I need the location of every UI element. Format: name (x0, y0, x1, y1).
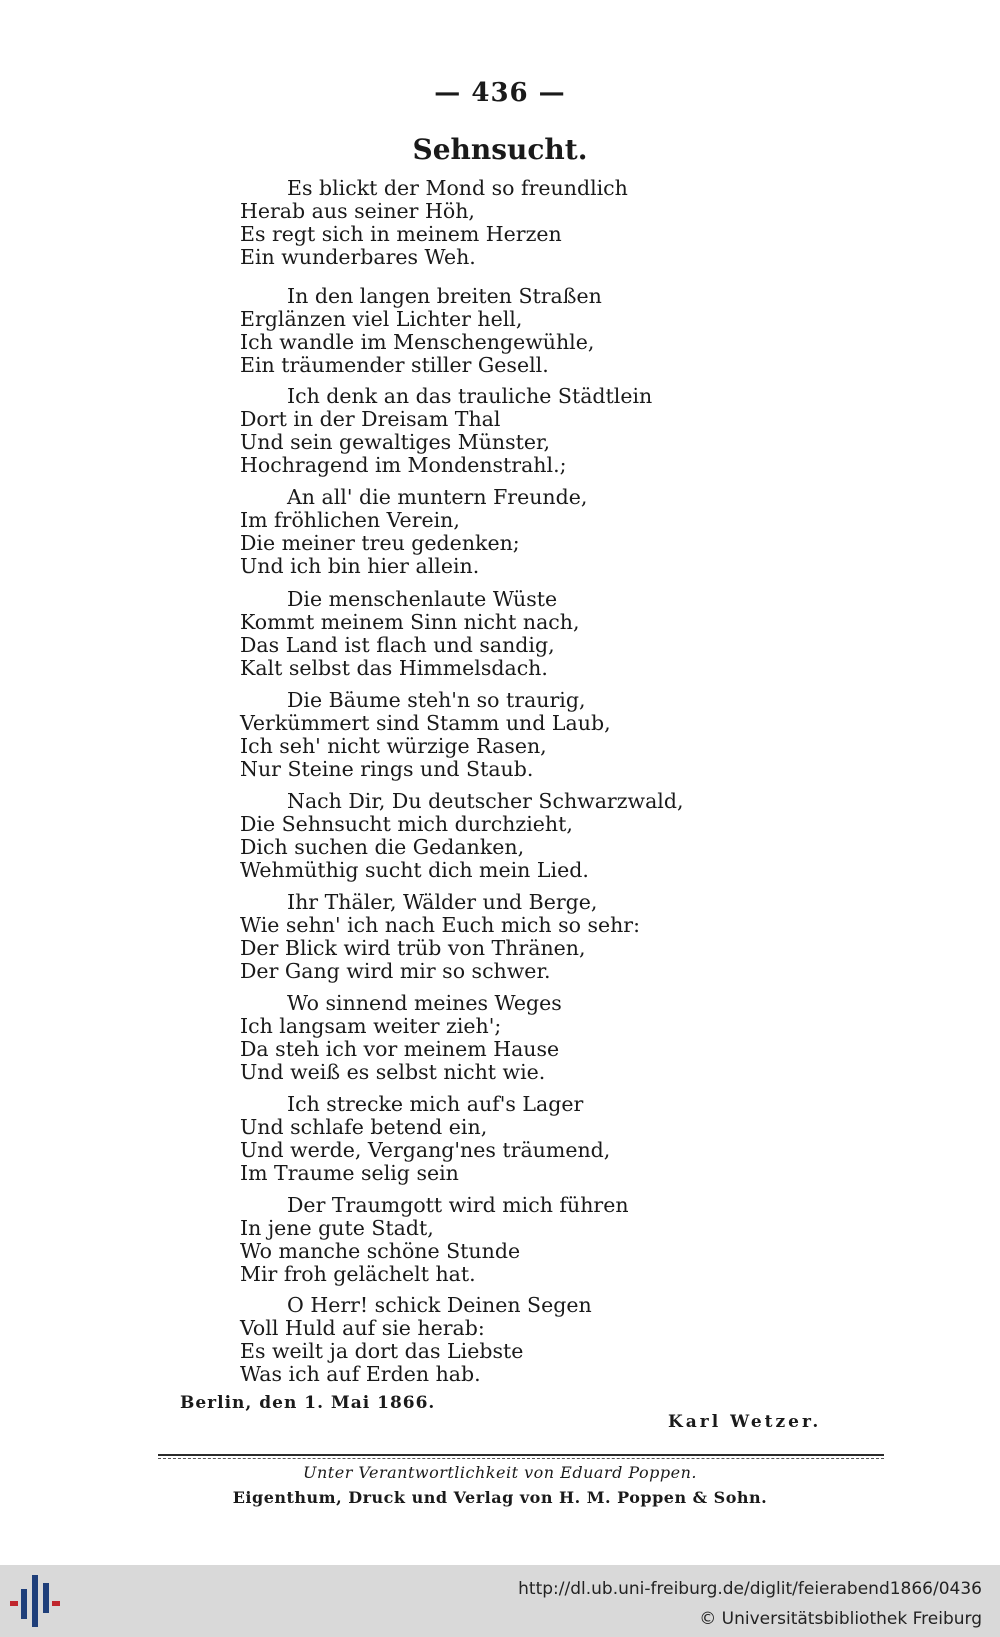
ub-freiburg-logo-icon[interactable] (8, 1573, 62, 1629)
poem-line: Erglänzen viel Lichter hell, (240, 307, 523, 331)
poem-line: Und schlafe betend ein, (240, 1115, 488, 1139)
stanza-6 (240, 689, 700, 781)
poem-line: Nach Dir, Du deutscher Schwarzwald, (287, 789, 684, 813)
poem-line: Das Land ist flach und sandig, (240, 633, 555, 657)
poem-line: Mir froh gelächelt hat. (240, 1262, 476, 1286)
poem-line: Im fröhlichen Verein, (240, 508, 460, 532)
stanza-9 (240, 992, 700, 1084)
viewer-footer (0, 1565, 1000, 1637)
stanza-11 (240, 1194, 700, 1286)
stanza-3 (240, 385, 700, 477)
poem-line: Herab aus seiner Höh, (240, 199, 475, 223)
stanza-12 (240, 1294, 700, 1386)
stanza-2 (240, 285, 700, 377)
poem-line: In den langen breiten Straßen (287, 284, 602, 308)
poem-line: Dort in der Dreisam Thal (240, 407, 501, 431)
poem-line: Ich wandle im Menschengewühle, (240, 330, 595, 354)
poem-line: Die meiner treu gedenken; (240, 531, 520, 555)
stanza-7 (240, 790, 700, 882)
poem-line: Ich seh' nicht würzige Rasen, (240, 734, 547, 758)
stanza-5 (240, 588, 700, 680)
stanza-8 (240, 891, 700, 983)
stanza-4 (240, 486, 700, 578)
poem-line: Hochragend im Mondenstrahl.; (240, 453, 567, 477)
poem-line: Wo sinnend meines Weges (287, 991, 562, 1015)
poem-line: Was ich auf Erden hab. (240, 1362, 481, 1386)
poem-line: Und sein gewaltiges Münster, (240, 430, 551, 454)
stanza-10 (240, 1093, 700, 1185)
poem-line: Es weilt ja dort das Liebste (240, 1339, 524, 1363)
poem-line: Kommt meinem Sinn nicht nach, (240, 610, 580, 634)
poem-line: An all' die muntern Freunde, (287, 485, 588, 509)
poem-line: O Herr! schick Deinen Segen (287, 1293, 592, 1317)
poem-line: Da steh ich vor meinem Hause (240, 1037, 560, 1061)
poem-line: Und ich bin hier allein. (240, 554, 480, 578)
divider-rule (158, 1454, 884, 1456)
poem-line: Ich langsam weiter zieh'; (240, 1014, 502, 1038)
poem-line: Wie sehn' ich nach Euch mich so sehr: (240, 913, 641, 937)
poem-line: Ich denk an das trauliche Städtlein (287, 384, 653, 408)
stanza-1 (240, 177, 700, 269)
poem-line: Und weiß es selbst nicht wie. (240, 1060, 546, 1084)
poem-line: Verkümmert sind Stamm und Laub, (240, 711, 611, 735)
imprint-responsibility: Unter Verantwortlichkeit von Eduard Poppen. (303, 1463, 697, 1482)
poem-line: In jene gute Stadt, (240, 1216, 434, 1240)
poem-line: Kalt selbst das Himmelsdach. (240, 656, 548, 680)
poem-line: Der Traumgott wird mich führen (287, 1193, 629, 1217)
poem-line: Wo manche schöne Stunde (240, 1239, 521, 1263)
poem-line: Ich strecke mich auf's Lager (287, 1092, 584, 1116)
poem-line: Die menschenlaute Wüste (287, 587, 558, 611)
poem-line: Und werde, Vergang'nes träumend, (240, 1138, 611, 1162)
poem-line: Im Traume selig sein (240, 1161, 459, 1185)
poem-line: Wehmüthig sucht dich mein Lied. (240, 858, 589, 882)
poem-line: Die Sehnsucht mich durchzieht, (240, 812, 573, 836)
poem-line: Ein wunderbares Weh. (240, 245, 476, 269)
poem-line: Die Bäume steh'n so traurig, (287, 688, 586, 712)
poem-line: Nur Steine rings und Staub. (240, 757, 534, 781)
poem-title: Sehnsucht. (412, 133, 588, 166)
dateline: Berlin, den 1. Mai 1866. (180, 1393, 436, 1413)
poem-line: Es regt sich in meinem Herzen (240, 222, 562, 246)
copyright-notice: © Universitätsbibliothek Freiburg (699, 1609, 982, 1629)
divider-rule-dashed (158, 1458, 884, 1459)
poem-line: Dich suchen die Gedanken, (240, 835, 525, 859)
author-signature: Karl Wetzer. (668, 1412, 822, 1432)
poem-line: Der Blick wird trüb von Thränen, (240, 936, 586, 960)
poem-line: Ihr Thäler, Wälder und Berge, (287, 890, 598, 914)
page-number: — 436 — (434, 78, 566, 108)
poem-line: Es blickt der Mond so freundlich (287, 176, 628, 200)
poem-line: Der Gang wird mir so schwer. (240, 959, 551, 983)
poem-line: Ein träumender stiller Gesell. (240, 353, 549, 377)
permalink-url[interactable]: http://dl.ub.uni-freiburg.de/diglit/feierabend1866/0436 (518, 1579, 982, 1599)
imprint-publisher: Eigenthum, Druck und Verlag von H. M. Poppen & Sohn. (232, 1488, 768, 1507)
poem-line: Voll Huld auf sie herab: (240, 1316, 485, 1340)
